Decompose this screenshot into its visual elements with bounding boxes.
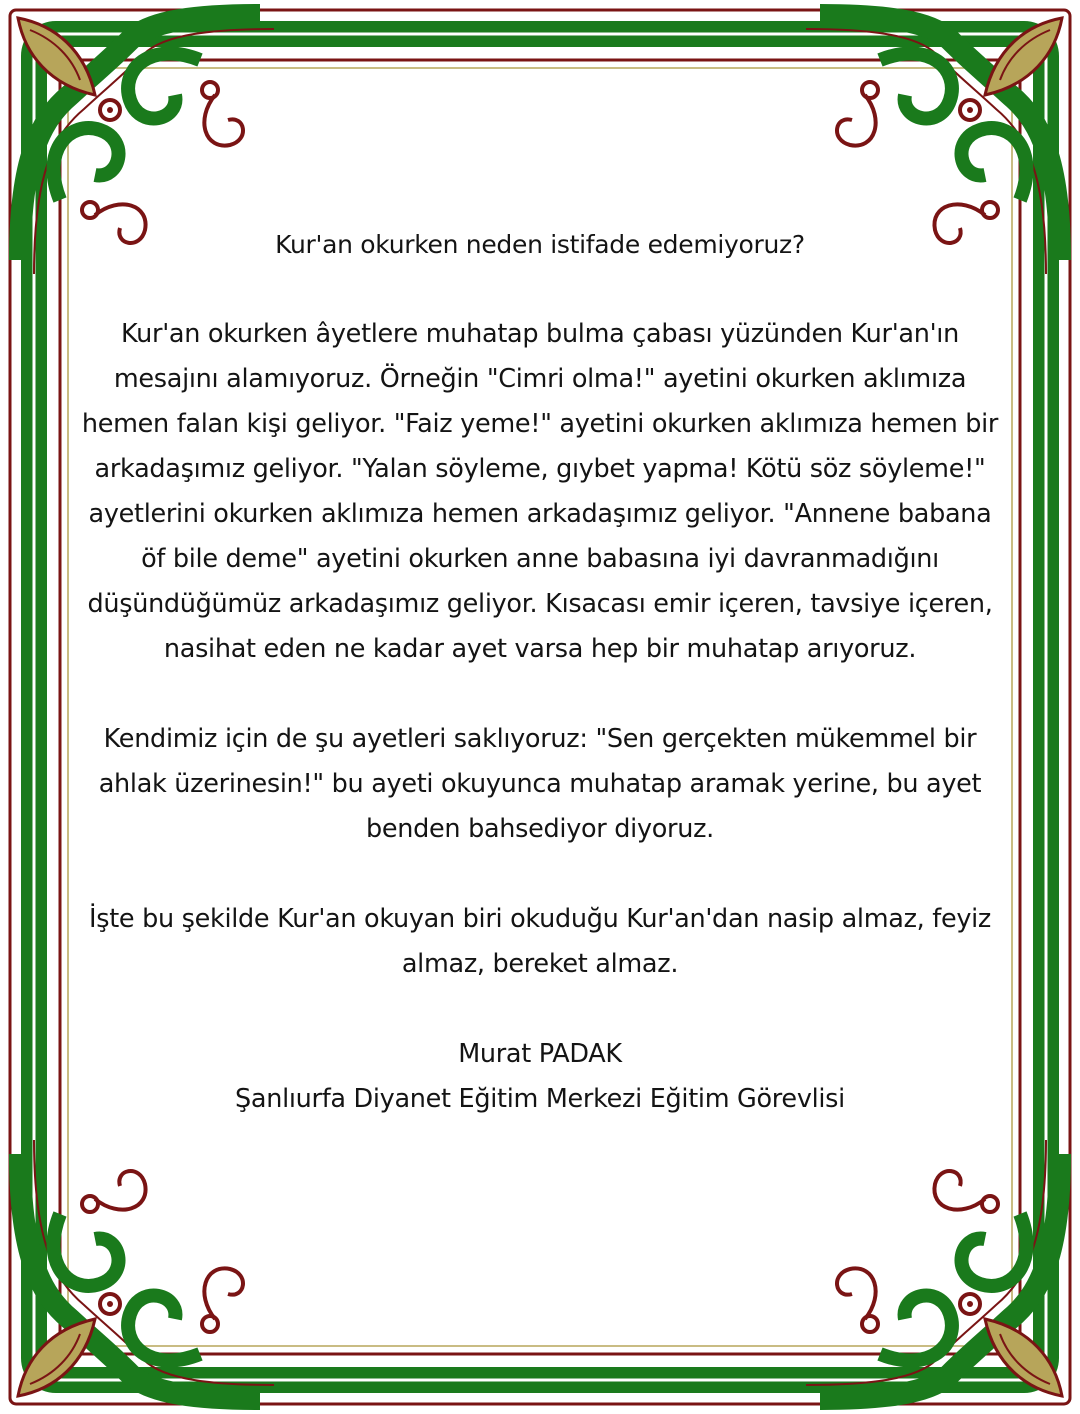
- spacer: [80, 672, 1000, 717]
- article-paragraph-1: Kur'an okurken âyetlere muhatap bulma çabası yüzünden Kur'an'ın mesajını alamıyoruz. Örneğin "Cimri olma!" ayetini okurken aklımıza hemen falan kişi geliyor. "Faiz yeme!" ayetini okurken aklımıza hemen bir arkadaşımız geliyor. "Yalan söyleme, gıybet yapma! Kötü söz söyleme!" ayetlerini okurken aklımıza hemen arkadaşımız geliyor. "Annene babana öf bile deme" ayetini okurken anne babasına iyi davranmadığını düşündüğümüz arkadaşımız geliyor. Kısacası emir içeren, tavsiye içeren, nasihat eden ne kadar ayet varsa hep bir muhatap arıyoruz.: [81, 319, 999, 664]
- corner-ornament-bottom-left: [18, 1140, 274, 1399]
- author-title: Şanlıurfa Diyanet Eğitim Merkezi Eğitim Görevlisi: [235, 1084, 845, 1114]
- article-paragraph-3: İşte bu şekilde Kur'an okuyan biri okuduğu Kur'an'dan nasip almaz, feyiz almaz, bereket almaz.: [88, 904, 991, 979]
- spacer: [80, 852, 1000, 897]
- article-title: Kur'an okurken neden istifade edemiyoruz?: [275, 230, 805, 259]
- article-paragraph-2: Kendimiz için de şu ayetleri saklıyoruz: "Sen gerçekten mükemmel bir ahlak üzerinesin!" bu ayeti okuyunca muhatap aramak yerine, bu ayet benden bahsediyor diyoruz.: [98, 724, 982, 844]
- spacer: [80, 987, 1000, 1032]
- article: [80, 222, 1000, 1122]
- spacer: [80, 267, 1000, 312]
- corner-ornament-bottom-right: [806, 1140, 1062, 1399]
- author-name: Murat PADAK: [458, 1039, 622, 1069]
